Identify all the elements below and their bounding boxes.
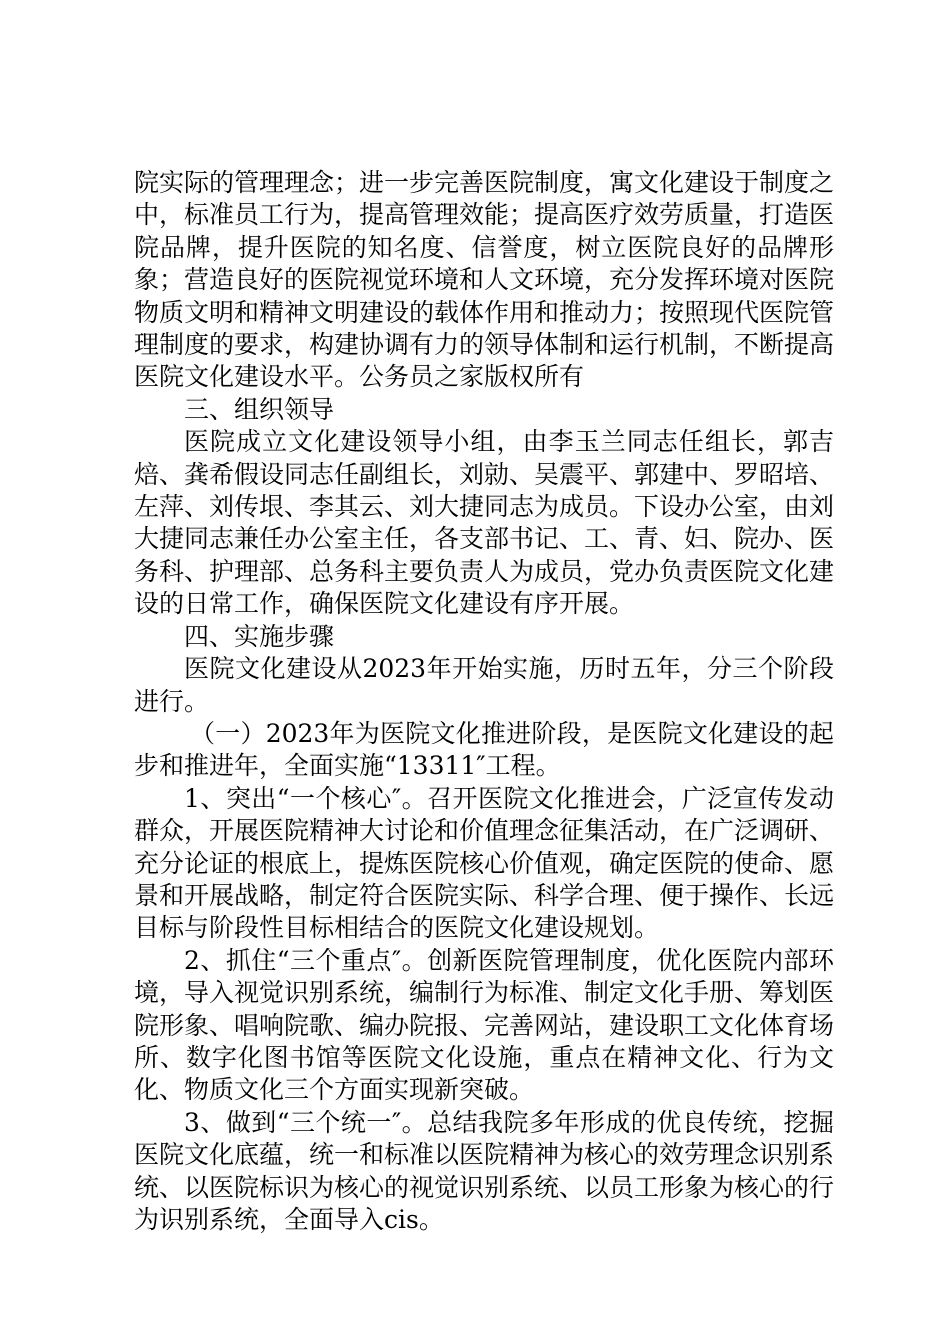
paragraph-stage-one: （一）2023年为医院文化推进阶段，是医院文化建设的起步和推进年，全面实施“13311″工程。	[134, 718, 834, 781]
paragraph-implementation-overview: 医院文化建设从2023年开始实施，历时五年，分三个阶段进行。	[134, 654, 834, 716]
paragraph-leadership-group: 医院成立文化建设领导小组，由李玉兰同志任组长，郭吉焙、龚希假设同志任副组长，刘勍、吴震平、郭建中、罗昭培、左萍、刘传垠、李其云、刘大捷同志为成员。下设办公室，由刘大捷同志兼任办公室主任，各支部书记、工、青、妇、院办、医务科、护理部、总务科主要负责人为成员，党办负责医院文化建设的日常工作，确保医院文化建设有序开展。	[134, 427, 835, 619]
paragraph-management-concept: 院实际的管理理念；进一步完善医院制度，寓文化建设于制度之中，标准员工行为，提高管理效能；提高医疗效劳质量，打造医院品牌，提升医院的知名度、信誉度，树立医院良好的品牌形象；营造良好的医院视觉环境和人文环境，充分发挥环境对医院物质文明和精神文明建设的载体作用和推动力；按照现代医院管理制度的要求，构建协调有力的领导体制和运行机制，不断提高医院文化建设水平。公务员之家版权所有	[134, 168, 835, 392]
section-heading-implementation: 四、实施步骤	[184, 621, 335, 651]
paragraph-one-core: 1、突出“一个核心″。召开医院文化推进会，广泛宣传发动群众，开展医院精神大讨论和价值理念征集活动，在广泛调研、充分论证的根底上，提炼医院核心价值观，确定医院的使命、愿景和开展战略，制定符合医院实际、科学合理、便于操作、长远目标与阶段性目标相结合的医院文化建设规划。	[134, 783, 835, 943]
section-heading-organization: 三、组织领导	[184, 394, 335, 424]
document-body	[134, 167, 834, 1236]
paragraph-three-focus: 2、抓住“三个重点″。创新医院管理制度，优化医院内部环境，导入视觉识别系统，编制行为标准、制定文化手册、筹划医院形象、唱响院歌、编办院报、完善网站，建设职工文化体育场所、数字化图书馆等医院文化设施，重点在精神文化、行为文化、物质文化三个方面实现新突破。	[134, 945, 835, 1105]
paragraph-three-unified: 3、做到“三个统一″。总结我院多年形成的优良传统，挖掘医院文化底蕴，统一和标准以医院精神为核心的效劳理念识别系统、以医院标识为核心的视觉识别系统、以员工形象为核心的行为识别系统，全面导入cis。	[134, 1107, 835, 1234]
